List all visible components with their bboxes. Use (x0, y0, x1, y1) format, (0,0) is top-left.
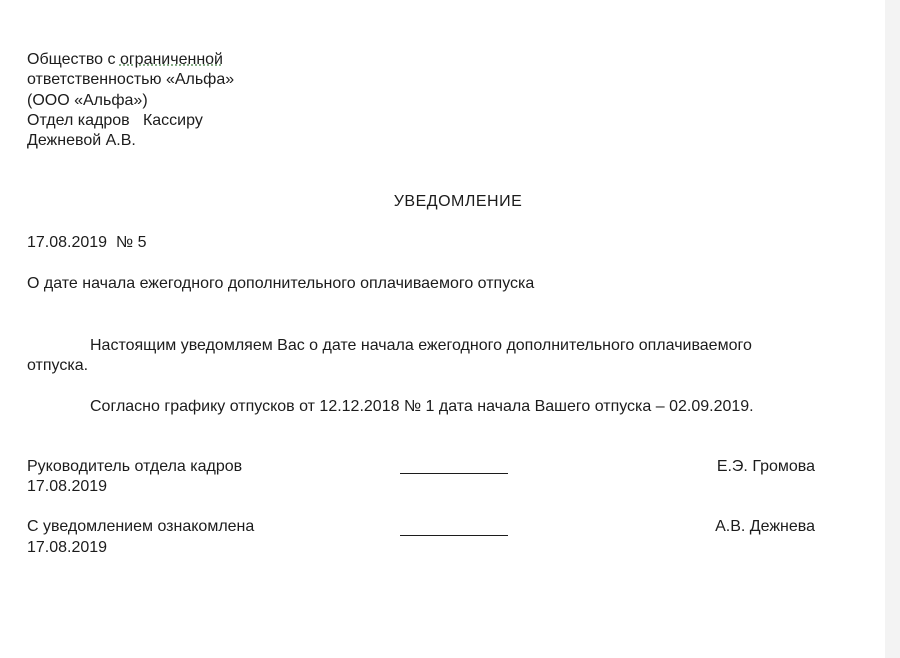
page-edge (885, 0, 900, 658)
document-subject: О дате начала ежегодного дополнительного оплачиваемого отпуска (27, 275, 535, 292)
org-short-name: (ООО «Альфа») (27, 92, 148, 109)
head-position: Руководитель отдела кадров (27, 458, 243, 475)
head-name: Е.Э. Громова (716, 458, 815, 475)
body-paragraph-1-line-1: Настоящим уведомляем Вас о дате начала ежегодного дополнительного оплачиваемого (90, 337, 752, 354)
document-title: УВЕДОМЛЕНИЕ (393, 193, 523, 210)
acknowledgement-date: 17.08.2019 (27, 539, 108, 556)
org-name-line-1 (27, 50, 223, 70)
acknowledgement-signature-line (400, 535, 508, 536)
head-date: 17.08.2019 (27, 478, 108, 495)
body-paragraph-1-line-2: отпуска. (27, 357, 89, 374)
acknowledgement-label: С уведомлением ознакомлена (27, 518, 255, 535)
department-addressee: Отдел кадров Кассиру (27, 112, 203, 129)
recipient-name: Дежневой А.В. (27, 132, 136, 149)
acknowledgement-name: А.В. Дежнева (715, 518, 815, 535)
org-name-line-2: ответственностью «Альфа» (27, 71, 235, 88)
body-paragraph-2: Согласно графику отпусков от 12.12.2018 № 1 дата начала Вашего отпуска – 02.09.2019. (90, 398, 754, 415)
org-name-underlined-word: ограниченной (119, 51, 223, 68)
org-name-prefix: Общество с (27, 51, 120, 68)
head-signature-line (400, 473, 508, 474)
document-date-number: 17.08.2019 № 5 (27, 234, 147, 251)
